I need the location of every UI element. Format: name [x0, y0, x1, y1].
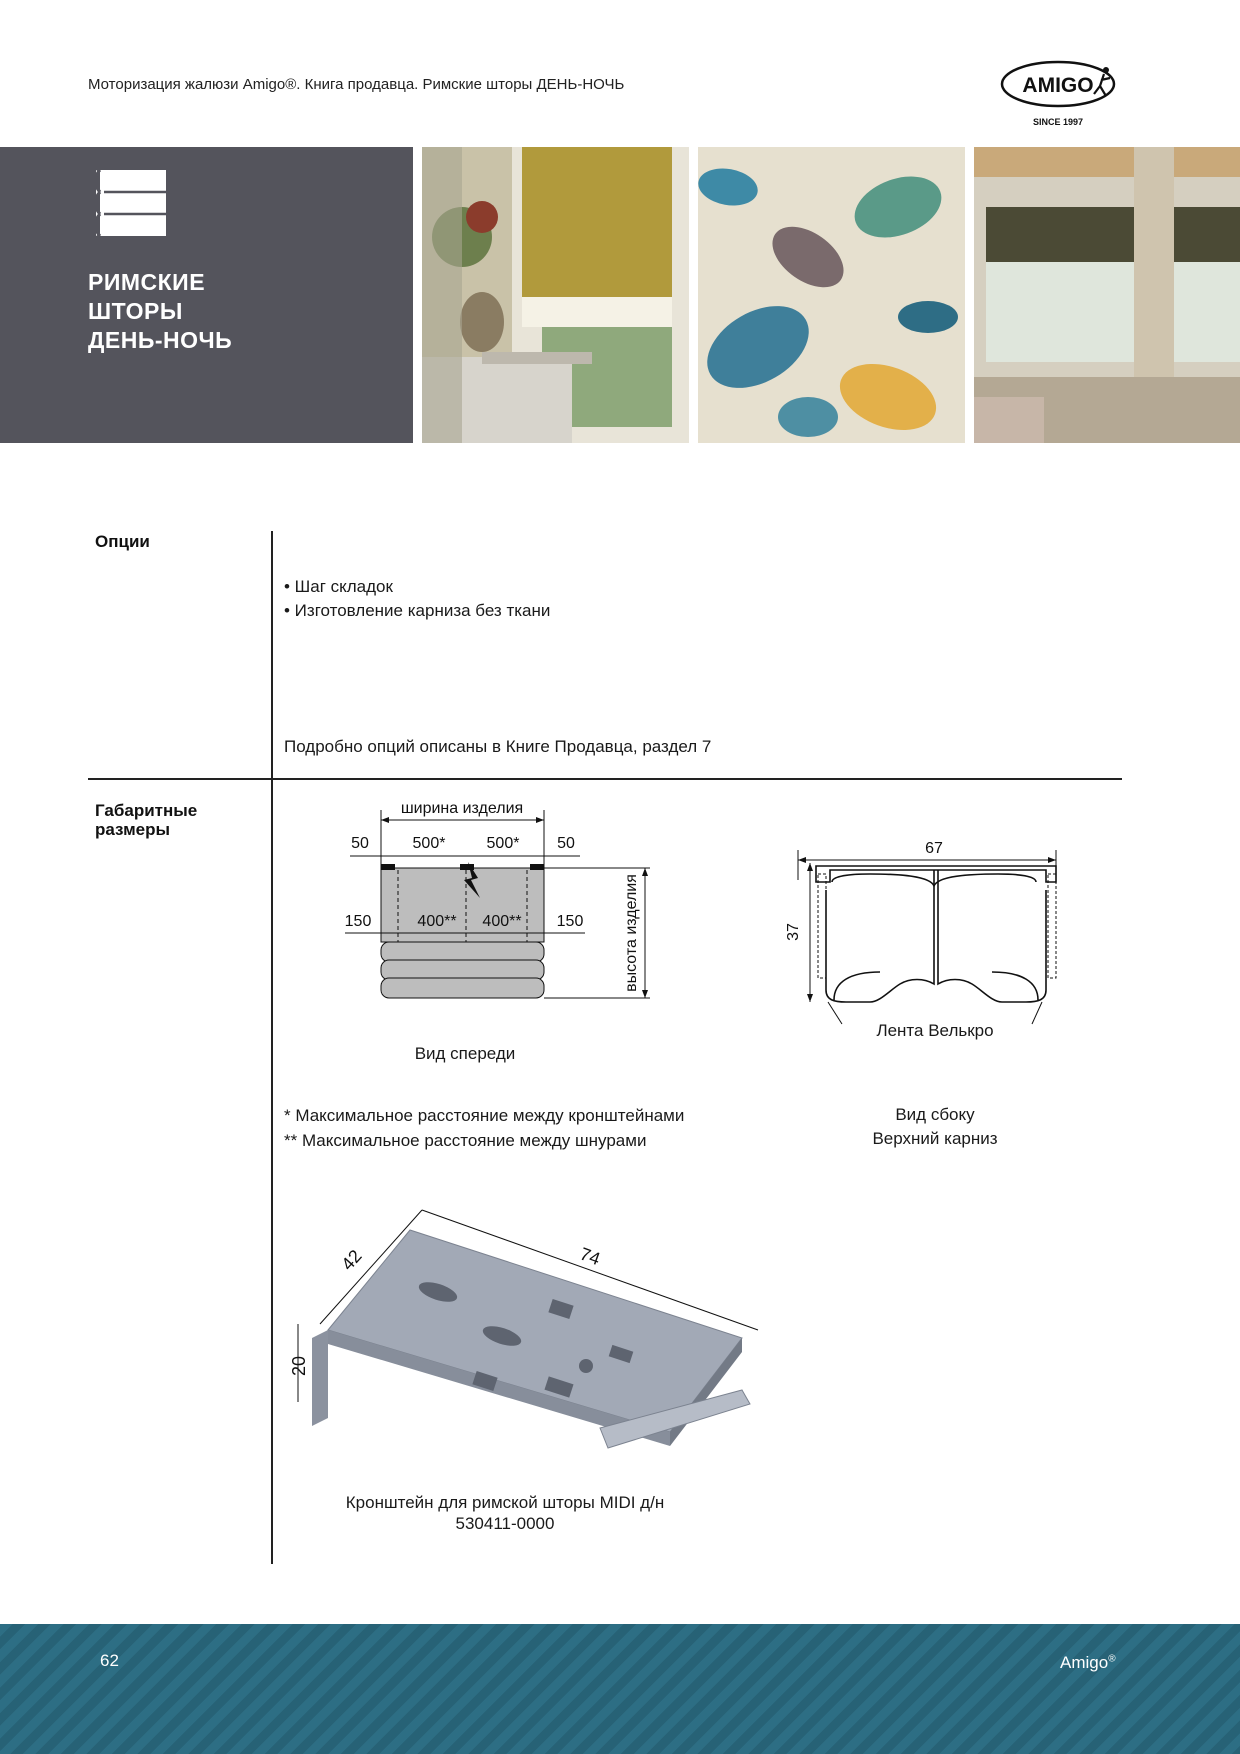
bracket-width-label: 42 [337, 1245, 366, 1275]
side-view-caption-line: Верхний карниз [872, 1129, 998, 1148]
side-height-label: 37 [785, 923, 802, 941]
bracket-part-number: 530411-0000 [455, 1514, 555, 1533]
footnotes [284, 1103, 684, 1153]
photo-bedroom-windows [974, 147, 1240, 443]
front-view-diagram [330, 790, 670, 1015]
front-dim-side-right: 150 [556, 913, 584, 930]
logo-text: AMIGO [1022, 74, 1094, 97]
footnote: ** Максимальное расстояние между шнурами [284, 1131, 647, 1150]
logo-since: SINCE 1997 [1032, 117, 1084, 127]
side-view-caption-line: Вид сбоку [895, 1105, 975, 1124]
side-width-label: 67 [925, 840, 943, 857]
document-header-title: Моторизация жалюзи Amigo®. Книга продавца. Римские шторы ДЕНЬ-НОЧЬ [88, 76, 625, 93]
options-label: Опции [95, 532, 150, 551]
photo-floral-fabric [698, 147, 965, 443]
dimensions-label [95, 801, 197, 839]
amigo-logo [1000, 58, 1128, 130]
front-view-caption: Вид спереди [414, 1044, 516, 1063]
front-dim-left-margin: 50 [351, 835, 369, 852]
footer-brand [1060, 1653, 1116, 1673]
side-view-caption [855, 1103, 1015, 1151]
front-dim-bracket-left: 500* [412, 835, 446, 852]
front-dim-side-left: 150 [344, 913, 372, 930]
front-width-label: ширина изделия [400, 800, 524, 817]
bracket-caption-line: Кронштейн для римской шторы MIDI д/н [345, 1493, 665, 1512]
front-dim-cord-right: 400** [482, 913, 522, 930]
bracket-length-label: 74 [577, 1243, 603, 1270]
dimensions-label-line: Габаритные [95, 801, 198, 820]
banner-title-line: ДЕНЬ-НОЧЬ [88, 327, 233, 353]
options-item: • Шаг складок [284, 577, 393, 596]
footnote: * Максимальное расстояние между кронштейнами [284, 1106, 685, 1125]
section-divider-vertical [271, 531, 273, 1564]
options-note: Подробно опций описаны в Книге Продавца, раздел 7 [284, 737, 712, 756]
roman-shade-icon [96, 168, 170, 240]
bracket-caption [300, 1492, 710, 1534]
bracket-drawing [290, 1190, 780, 1485]
side-view-diagram [770, 830, 1070, 1045]
page-number: 62 [100, 1651, 119, 1670]
dimensions-label-line: размеры [95, 820, 171, 839]
options-list [284, 575, 550, 623]
bracket-height-label: 20 [290, 1355, 309, 1377]
front-dim-right-margin: 50 [557, 835, 575, 852]
front-dim-cord-left: 400** [417, 913, 457, 930]
banner-title [88, 268, 232, 355]
banner-title-line: ШТОРЫ [88, 298, 183, 324]
velcro-label: Лента Велькро [876, 1021, 994, 1040]
photo-yellow-roman-shade [422, 147, 689, 443]
section-divider-horizontal [88, 778, 1122, 780]
registered-mark: ® [1108, 1653, 1116, 1665]
banner-title-line: РИМСКИЕ [88, 269, 206, 295]
footer-brand-name: Amigo [1060, 1653, 1109, 1672]
footer-band [0, 1624, 1240, 1754]
options-item: • Изготовление карниза без ткани [284, 601, 551, 620]
front-dim-bracket-right: 500* [486, 835, 520, 852]
front-height-label: высота изделия [623, 874, 640, 992]
